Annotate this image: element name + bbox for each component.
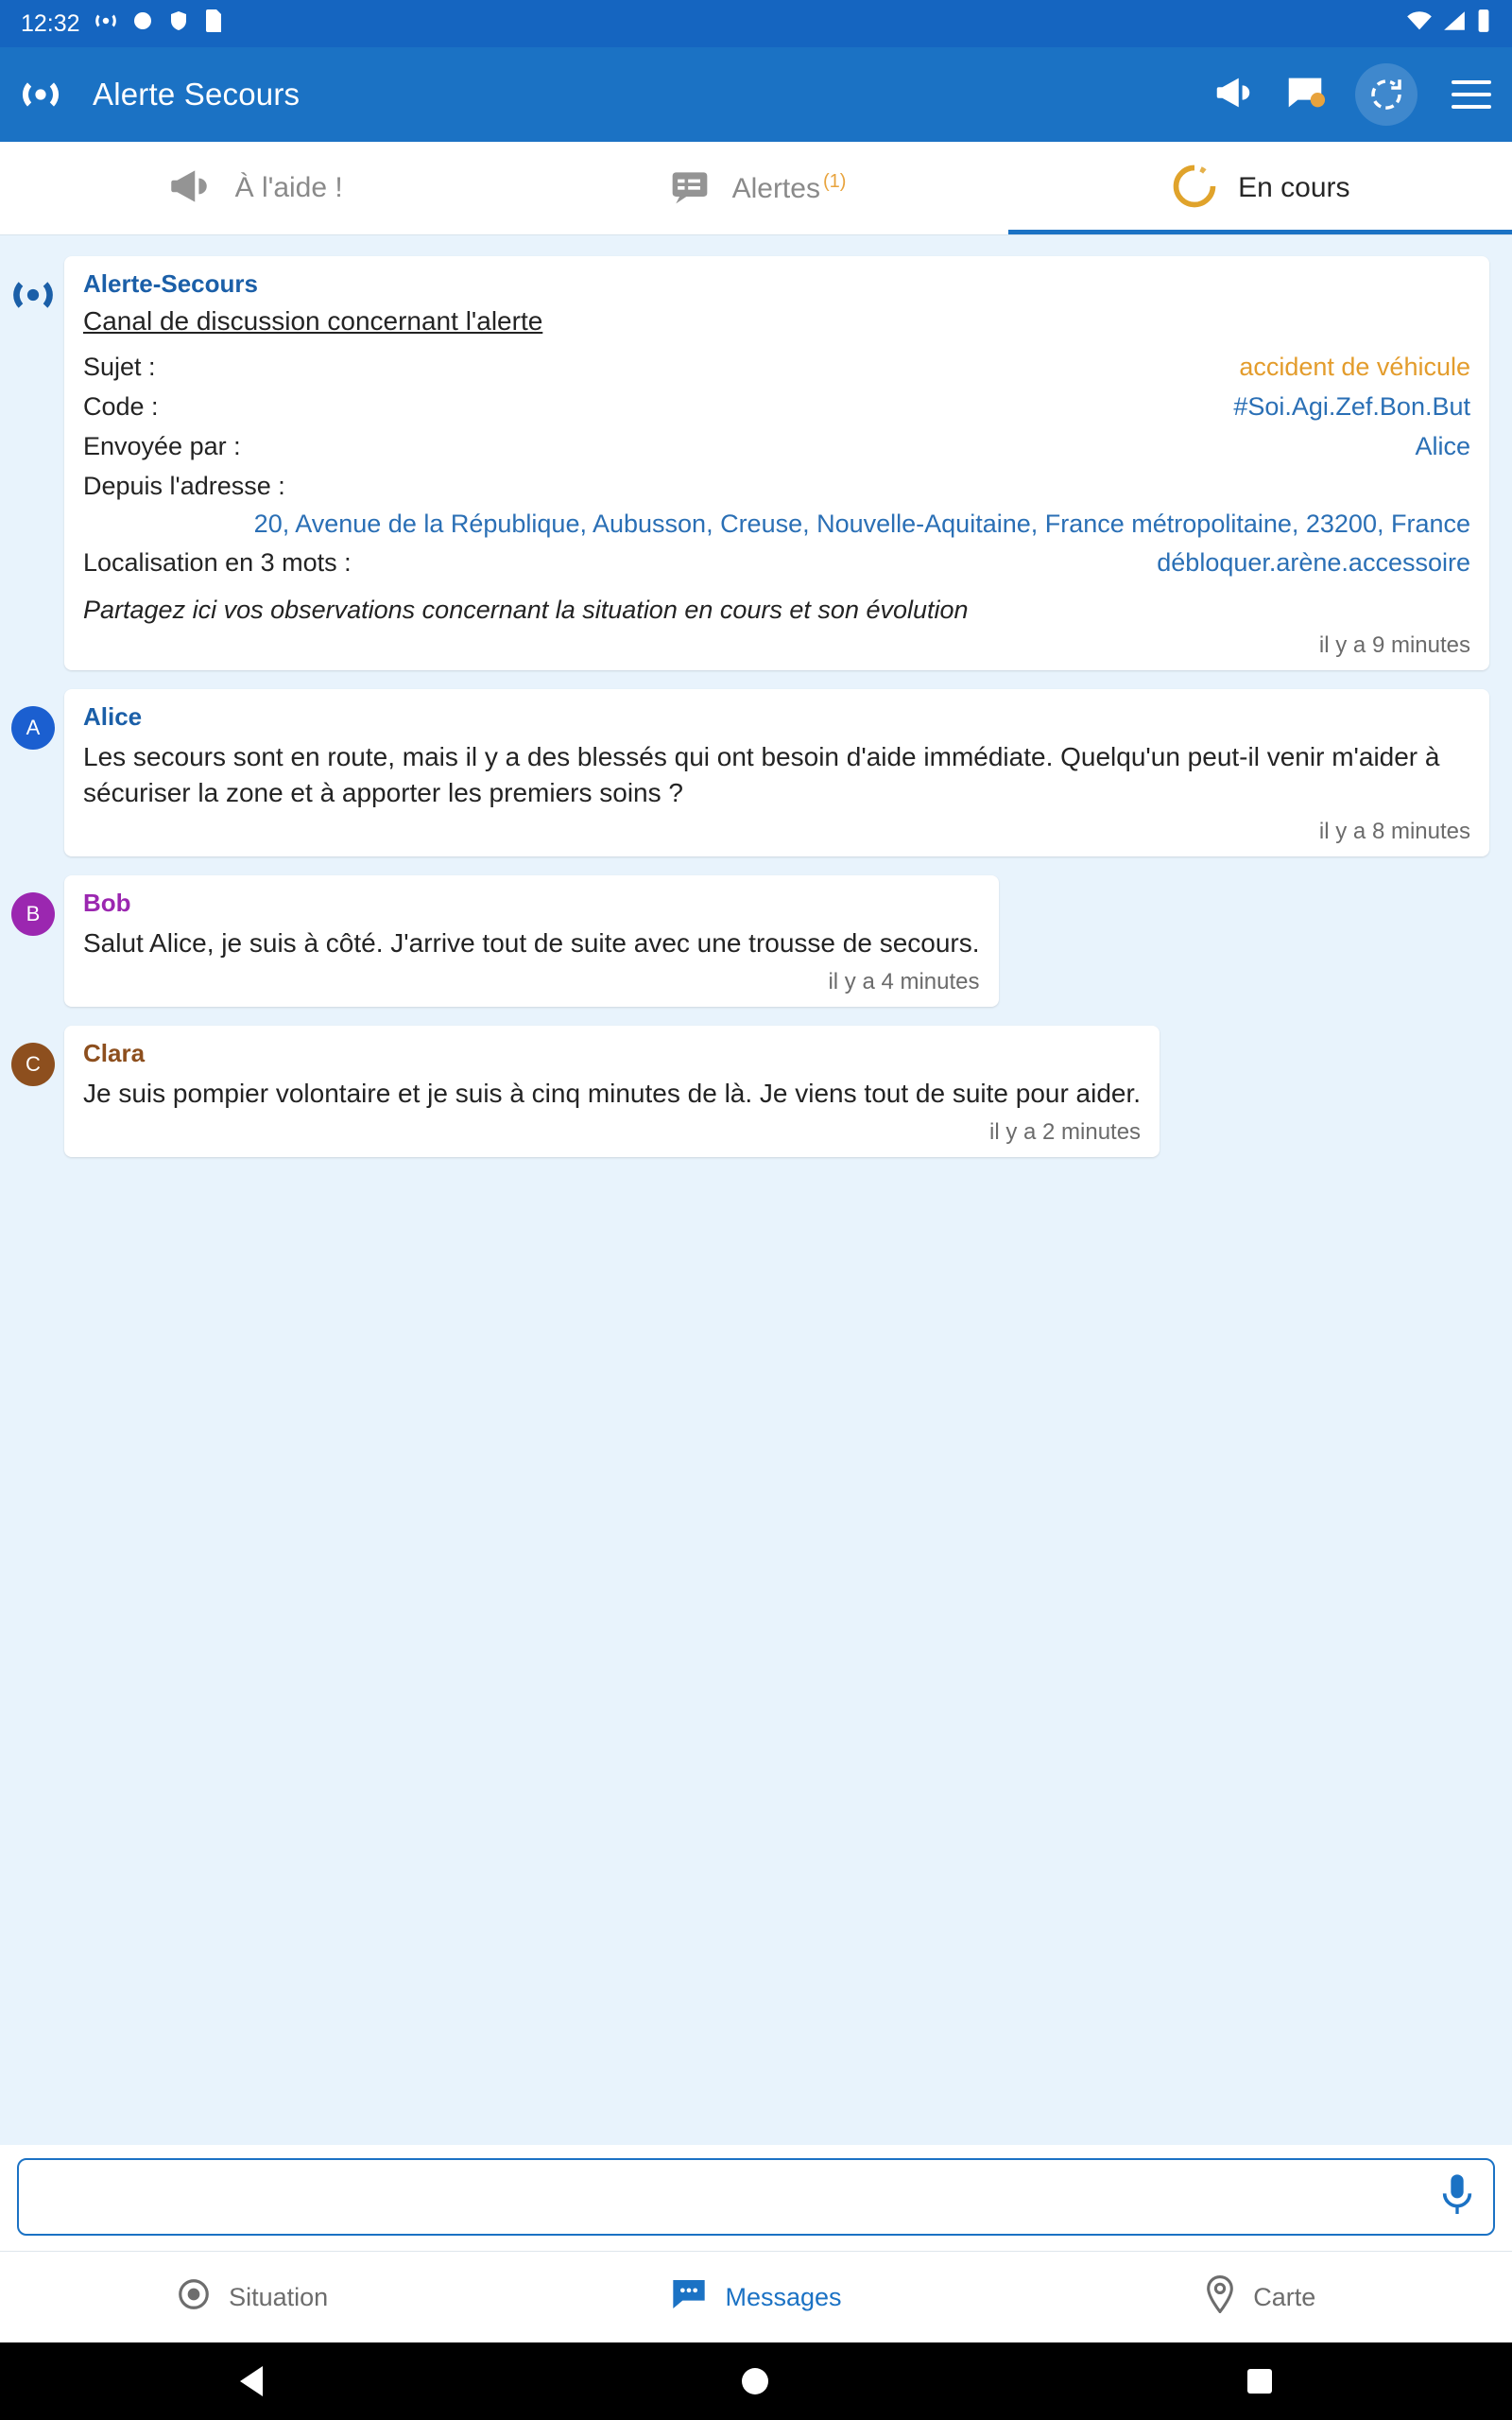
field-value: #Soi.Agi.Zef.Bon.But [1233, 391, 1470, 421]
tab-label: À l'aide ! [234, 172, 343, 203]
shield-icon [167, 9, 190, 39]
field-sujet [83, 348, 1470, 388]
megaphone-icon [162, 163, 216, 215]
list-item [0, 689, 1512, 856]
app-title: Alerte Secours [93, 77, 301, 112]
sd-card-icon [203, 9, 224, 39]
message-bubble-alice [64, 689, 1489, 856]
messages-icon [670, 2276, 708, 2319]
circle-icon [131, 9, 154, 39]
status-bar-left [21, 9, 224, 40]
field-value: Alice [1415, 431, 1470, 460]
field-what3words [83, 544, 1470, 583]
channel-title: Canal de discussion concernant l'alerte [83, 306, 543, 336]
megaphone-icon[interactable] [1211, 71, 1255, 119]
tab-label [732, 171, 847, 205]
nav-item-messages[interactable] [504, 2252, 1007, 2342]
alert-list-icon [666, 165, 713, 212]
situation-icon [176, 2276, 212, 2319]
nav-item-carte[interactable] [1008, 2252, 1512, 2342]
chat-alert-icon[interactable] [1283, 71, 1327, 119]
message-text: Les secours sont en route, mais il y a des blessés qui ont besoin d'aide immédiate. Quelqu'un peut-il venir m'aider à sécuriser la zone et à apporter les premiers soins ? [83, 742, 1440, 808]
message-timestamp: il y a 8 minutes [1318, 818, 1470, 844]
field-label: Sujet : [83, 353, 156, 381]
nav-item-label: Messages [725, 2282, 842, 2311]
message-bubble-clara [64, 1026, 1160, 1157]
nav-item-label: Situation [229, 2282, 329, 2311]
list-item [0, 875, 1512, 1007]
field-label: Depuis l'adresse : [83, 471, 285, 500]
message-bubble-bob [64, 875, 999, 1007]
bottom-nav [0, 2251, 1512, 2342]
field-label: Code : [83, 391, 159, 421]
tab-alertes[interactable] [504, 142, 1007, 234]
map-pin-icon [1204, 2275, 1236, 2320]
tab-a-l-aide[interactable] [0, 142, 504, 234]
field-adresse-label [83, 467, 1470, 507]
signal-icon [1442, 10, 1467, 38]
spinner-icon [1170, 162, 1219, 216]
field-code [83, 388, 1470, 427]
field-label: Localisation en 3 mots : [83, 547, 352, 577]
nav-item-label: Carte [1253, 2282, 1316, 2311]
message-timestamp: il y a 2 minutes [988, 1118, 1142, 1145]
refresh-icon[interactable] [1355, 63, 1418, 126]
avatar: B [11, 892, 55, 936]
tab-label: En cours [1238, 172, 1350, 203]
system-nav-bar [0, 2342, 1512, 2420]
composer-field-wrap[interactable] [17, 2158, 1495, 2236]
battery-icon [1476, 9, 1491, 40]
messages-list[interactable] [0, 235, 1512, 2145]
composer [0, 2145, 1512, 2251]
tab-badge: (1) [822, 171, 847, 192]
status-bar-right [1406, 9, 1491, 40]
message-input[interactable] [36, 2181, 1438, 2213]
field-envoyee-par [83, 427, 1470, 467]
message-sender: Clara [83, 1038, 146, 1067]
tab-en-cours[interactable] [1008, 142, 1512, 234]
status-bar [0, 0, 1512, 47]
message-sender: Alerte-Secours [83, 269, 258, 298]
message-bubble-system [64, 256, 1489, 670]
message-text: Je suis pompier volontaire et je suis à cinq minutes de là. Je viens tout de suite pour aider. [83, 1078, 1142, 1108]
microphone-icon[interactable] [1438, 2172, 1476, 2222]
nav-item-situation[interactable] [0, 2252, 504, 2342]
wifi-icon [1406, 10, 1433, 38]
app-bar [0, 47, 1512, 142]
back-icon[interactable] [240, 2366, 263, 2396]
avatar: C [11, 1043, 55, 1086]
message-sender: Bob [83, 888, 131, 917]
field-value: débloquer.arène.accessoire [1157, 547, 1470, 577]
app-bar-actions [1211, 63, 1491, 126]
field-value: accident de véhicule [1239, 353, 1470, 381]
beacon-icon [94, 9, 118, 40]
list-item [0, 256, 1512, 670]
home-icon[interactable] [742, 2368, 768, 2394]
message-sender: Alice [83, 702, 143, 732]
status-clock: 12:32 [21, 9, 80, 37]
avatar: A [11, 706, 55, 750]
list-item [0, 1026, 1512, 1157]
beacon-logo-icon[interactable] [21, 79, 60, 110]
tab-label-text: Alertes [731, 173, 820, 204]
share-note: Partagez ici vos observations concernant la situation en cours et son évolution [83, 596, 969, 625]
message-timestamp: il y a 9 minutes [1318, 632, 1470, 659]
field-adresse-value: 20, Avenue de la République, Aubusson, Creuse, Nouvelle-Aquitaine, France métropolitaine, 23200, France [253, 510, 1470, 539]
tab-bar [0, 142, 1512, 235]
field-label: Envoyée par : [83, 431, 241, 460]
recents-icon[interactable] [1247, 2369, 1272, 2394]
menu-icon[interactable] [1452, 80, 1491, 109]
message-text: Salut Alice, je suis à côté. J'arrive tout de suite avec une trousse de secours. [83, 927, 980, 958]
avatar [11, 273, 55, 317]
message-timestamp: il y a 4 minutes [828, 968, 980, 994]
